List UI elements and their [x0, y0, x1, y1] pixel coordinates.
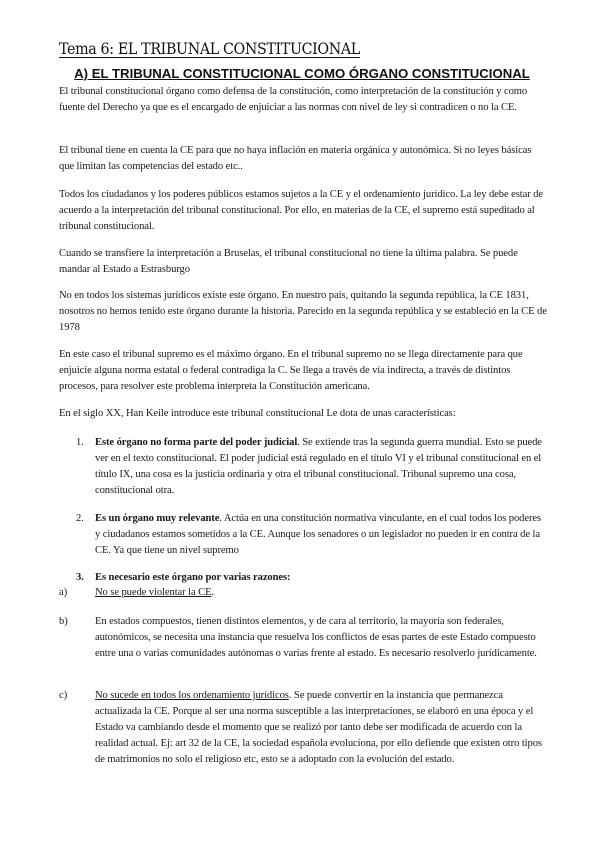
list-item-2	[95, 511, 547, 559]
list-marker-2: 2.	[76, 513, 84, 524]
paragraph-2: El tribunal tiene en cuenta la CE para que no haya inflación en materia orgánica y autonómica. Si no leyes básicas que limitan las competencias del estado etc..	[59, 145, 532, 172]
paragraph-6: En este caso el tribunal supremo es el máximo órgano. En el tribunal supremo no se llega directamente para que enjuicie alguna norma estatal o federal contradiga la C. Se llega a través de vía indirecta, a través de distintos procesos, para resolver este problema interpreta la Constitución americana.	[59, 349, 523, 392]
list-item-2-text: . Actúa en una constitución normativa vinculante, en el cual todos los poderes y ciudadanos estamos sometidos a la CE. Aunque los senadores o un legislador no pueden ir en contra de la CE. Ya que tiene un nivel supremo	[95, 513, 542, 556]
sublist-marker-a: a)	[59, 587, 68, 598]
paragraph-4: Cuando se transfiere la interpretación a Bruselas, el tribunal constitucional no tiene la última palabra. Se puede mandar al Estado a Estrasburgo	[59, 248, 518, 275]
sublist-item-b-text: En estados compuestos, tienen distintos elementos, y de cara al territorio, la mayoría son federales, autonómicos, se necesita una instancia que resuelva los conflictos de esas partes de este Estado compuesto entre una o varias comunidades autónomas o varias frente al estado. Es necesario resolverlo jurídicamente.	[95, 616, 537, 659]
sublist-item-c-text: . Se puede convertir en la instancia que permanezca actualizada la CE. Porque al ser una norma susceptible a las interpretaciones, se elaboró en una época y el Estado va cambiando desde el momento que se realizó por tanto debe ser modificada de acuerdo con la realidad actual. Ej: art 32 de la CE, la sociedad española evoluciona, por ello defiende que existen otro tipos de matrimonios no solo el religioso etc, esto se a adoptado con la evolución del estado.	[95, 690, 542, 765]
section-heading: A) EL TRIBUNAL CONSTITUCIONAL COMO ÓRGANO CONSTITUCIONAL	[74, 66, 530, 81]
list-marker-1: 1.	[76, 437, 84, 448]
sublist-item-c	[95, 688, 547, 768]
paragraph-3: Todos los ciudadanos y los poderes públicos estamos sujetos a la CE y el ordenamiento jurídico. La ley debe estar de acuerdo a la interpretación del tribunal constitucional. Por ello, en materias de la CE, el supremo está supeditado al tribunal constitucional.	[59, 189, 543, 232]
sublist-item-c-underlined: No sucede en todos los ordenamiento jurídicos	[95, 690, 289, 701]
list-item-1-bold: Este órgano no forma parte del poder judicial	[95, 437, 298, 448]
paragraph-1: El tribunal constitucional órgano como defensa de la constitución, como interpretación de la constitución y como fuente del Derecho ya que es el encargado de enjuiciar a las normas con nivel de ley si contradicen o no la CE.	[59, 86, 528, 113]
sublist-item-a-underlined: No se puede violentar la CE	[95, 587, 212, 598]
sublist-item-a	[95, 585, 547, 601]
document-title: Tema 6: EL TRIBUNAL CONSTITUCIONAL	[59, 40, 360, 58]
list-item-2-bold: Es un órgano muy relevante	[95, 513, 220, 524]
paragraph-5: No en todos los sistemas jurídicos existe este órgano. En nuestro país, quitando la segunda república, la CE 1831, nosotros no hemos tenido este órgano durante la historia. Parecido en la segunda república y se estableció en la CE de 1978	[59, 290, 547, 333]
list-item-1-text: . Se extiende tras la segunda guerra mundial. Esto se puede ver en el texto constitucional. El poder judicial está regulado en el título VI y el tribunal constitucional en el título IX, una cosa es la justicia ordinaria y otra el tribunal constitucional. Tribunal supremo una cosa, constitucional otra.	[95, 437, 542, 496]
sublist-item-a-text: .	[211, 587, 215, 598]
list-item-3-bold: Es necesario este órgano por varias razones:	[95, 572, 291, 583]
sublist-marker-b: b)	[59, 616, 68, 627]
list-item-3	[95, 570, 547, 586]
list-item-1	[95, 435, 547, 499]
sublist-marker-c: c)	[59, 690, 68, 701]
paragraph-7: En el siglo XX, Han Keile introduce este tribunal constitucional Le dota de unas características:	[59, 408, 456, 419]
list-marker-3: 3.	[76, 572, 84, 583]
sublist-item-b	[95, 614, 547, 662]
